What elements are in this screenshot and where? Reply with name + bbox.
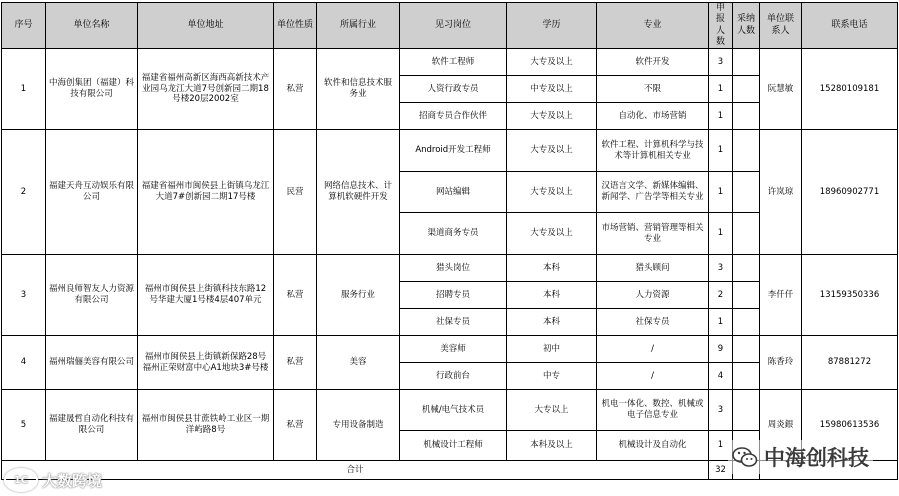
cell-no: 4 [2,336,46,390]
cell-count: 1 [709,431,733,461]
header-position: 见习岗位 [400,3,507,49]
watermark-left [4,468,102,492]
header-address: 单位地址 [138,3,274,49]
cell-count: 1 [709,76,733,103]
cell-position: 美容师 [400,336,507,363]
cell-position: 网站编辑 [400,172,507,213]
cell-phone: 18960902771 [802,130,898,255]
cell-industry: 专用设备制造 [317,390,400,461]
cell-major: / [597,363,709,390]
cell-address: 福建省福州高新区海西高新技术产业园乌龙江大道7号创新园二期18号楼20层2002室 [138,49,274,130]
cell-major: 软件开发 [597,49,709,76]
cell-nature: 私营 [274,390,317,461]
total-label: 合计 [2,461,709,480]
cell-position: 机械/电气技术员 [400,390,507,431]
cell-address: 福建省福州市闽侯县上街镇乌龙江大道7#创新园二期17号楼 [138,130,274,255]
cell-adopted [733,213,760,255]
cell-count: 3 [709,49,733,76]
total-count: 32 [709,461,733,480]
cell-education: 本科 [507,255,597,282]
cell-education: 大专以上 [507,390,597,431]
header-row [2,3,898,49]
cell-adopted [733,390,760,431]
header-phone: 联系电话 [802,3,898,49]
cell-industry: 软件和信息技术服务业 [317,49,400,130]
cell-count: 4 [709,363,733,390]
header-company: 单位名称 [46,3,138,49]
cell-no: 1 [2,49,46,130]
cell-education: 大专及以上 [507,172,597,213]
cell-education: 中专及以上 [507,76,597,103]
cell-count: 9 [709,336,733,363]
header-education: 学历 [507,3,597,49]
cell-contact: 阮慧敏 [760,49,802,130]
cell-adopted [733,336,760,363]
cell-adopted [733,49,760,76]
cell-address: 福州市闽侯县上街镇科技东路12号华建大厦1号楼4层407单元 [138,255,274,336]
internship-positions-table [1,2,898,480]
cell-adopted [733,76,760,103]
cell-position: 渠道商务专员 [400,213,507,255]
cell-position: 行政前台 [400,363,507,390]
cell-industry: 美容 [317,336,400,390]
cell-major: 机械设计及自动化 [597,431,709,461]
cell-phone: 15280109181 [802,49,898,130]
cell-count: 1 [709,213,733,255]
cell-education: 本科及以上 [507,431,597,461]
cell-count: 1 [709,130,733,172]
cell-industry: 网络信息技术、计算机软硬件开发 [317,130,400,255]
cell-major: 机电一体化、数控、机械或电子信息专业 [597,390,709,431]
cell-count: 1 [709,309,733,336]
cell-phone: 87881272 [802,336,898,390]
cell-major: 自动化、市场营销 [597,103,709,130]
cell-adopted [733,172,760,213]
cell-major: 人力资源 [597,282,709,309]
cell-position: 猎头岗位 [400,255,507,282]
cell-company: 中海创集团（福建）科技有限公司 [46,49,138,130]
watermark-right-text: 中海创科技 [764,446,869,470]
cell-contact: 陈香玲 [760,336,802,390]
cell-address: 福州市闽侯县上街镇新保路28号福州正荣财富中心A1地块3#号楼 [138,336,274,390]
table-row [2,130,898,172]
header-major: 专业 [597,3,709,49]
cell-position: 人资行政专员 [400,76,507,103]
cell-education: 本科 [507,309,597,336]
table-row [2,255,898,282]
watermark-left-text: 大数跨境 [42,471,103,490]
cell-count: 3 [709,390,733,431]
cell-position: Android开发工程师 [400,130,507,172]
cell-education: 中专 [507,363,597,390]
cell-company: 福建天舟互动娱乐有限公司 [46,130,138,255]
cell-major: / [597,336,709,363]
cell-count: 2 [709,282,733,309]
watermark-right [728,440,873,474]
cell-major: 汉语言文学、新媒体编辑、新闻学、广告学等相关专业 [597,172,709,213]
cell-major: 猎头顾问 [597,255,709,282]
cell-education: 初中 [507,336,597,363]
cell-adopted [733,130,760,172]
cell-contact: 周炎銀 [760,390,802,461]
cell-count: 1 [709,172,733,213]
cell-education: 大专及以上 [507,213,597,255]
cell-position: 软件工程师 [400,49,507,76]
cell-position: 机械设计工程师 [400,431,507,461]
cell-no: 5 [2,390,46,461]
cell-major: 不限 [597,76,709,103]
cell-adopted [733,309,760,336]
cell-count: 1 [709,103,733,130]
cell-company: 福州瑞俪美容有限公司 [46,336,138,390]
cell-education: 大专及以上 [507,130,597,172]
cell-position: 社保专员 [400,309,507,336]
cell-company: 福建晟哲自动化科技有限公司 [46,390,138,461]
cell-nature: 私营 [274,255,317,336]
header-industry: 所属行业 [317,3,400,49]
cell-nature: 私营 [274,336,317,390]
cell-no: 3 [2,255,46,336]
header-nature: 单位性质 [274,3,317,49]
cell-industry: 服务行业 [317,255,400,336]
header-contact: 单位联系人 [760,3,802,49]
cell-adopted [733,255,760,282]
header-declared-count: 申报人数 [709,3,733,49]
header-no: 序号 [2,3,46,49]
cell-contact: 李仟仟 [760,255,802,336]
cell-company: 福州良师智友人力资源有限公司 [46,255,138,336]
cell-position: 招聘专员 [400,282,507,309]
cell-nature: 私营 [274,49,317,130]
cell-major: 社保专员 [597,309,709,336]
cell-adopted [733,363,760,390]
cell-adopted [733,103,760,130]
cell-address: 福州市闽侯县甘蔗铁岭工业区一期洋屿路8号 [138,390,274,461]
cell-major: 市场营销、营销管理等相关专业 [597,213,709,255]
cell-education: 大专及以上 [507,49,597,76]
cell-education: 大专及以上 [507,103,597,130]
cell-phone: 15980613536 [802,390,898,461]
cell-contact: 许岚琼 [760,130,802,255]
table-row [2,336,898,363]
wechat-icon [732,446,758,468]
cell-position: 招商专员合作伙伴 [400,103,507,130]
cell-phone: 13159350336 [802,255,898,336]
cell-nature: 民营 [274,130,317,255]
cell-count: 3 [709,255,733,282]
table-row [2,390,898,431]
header-adopted-count: 采纳人数 [733,3,760,49]
table-row [2,49,898,76]
cell-no: 2 [2,130,46,255]
cell-adopted [733,282,760,309]
cell-major: 软件工程、计算机科学与技术等计算机相关专业 [597,130,709,172]
cell-education: 本科 [507,282,597,309]
brand-logo-icon: 1C [4,468,38,492]
